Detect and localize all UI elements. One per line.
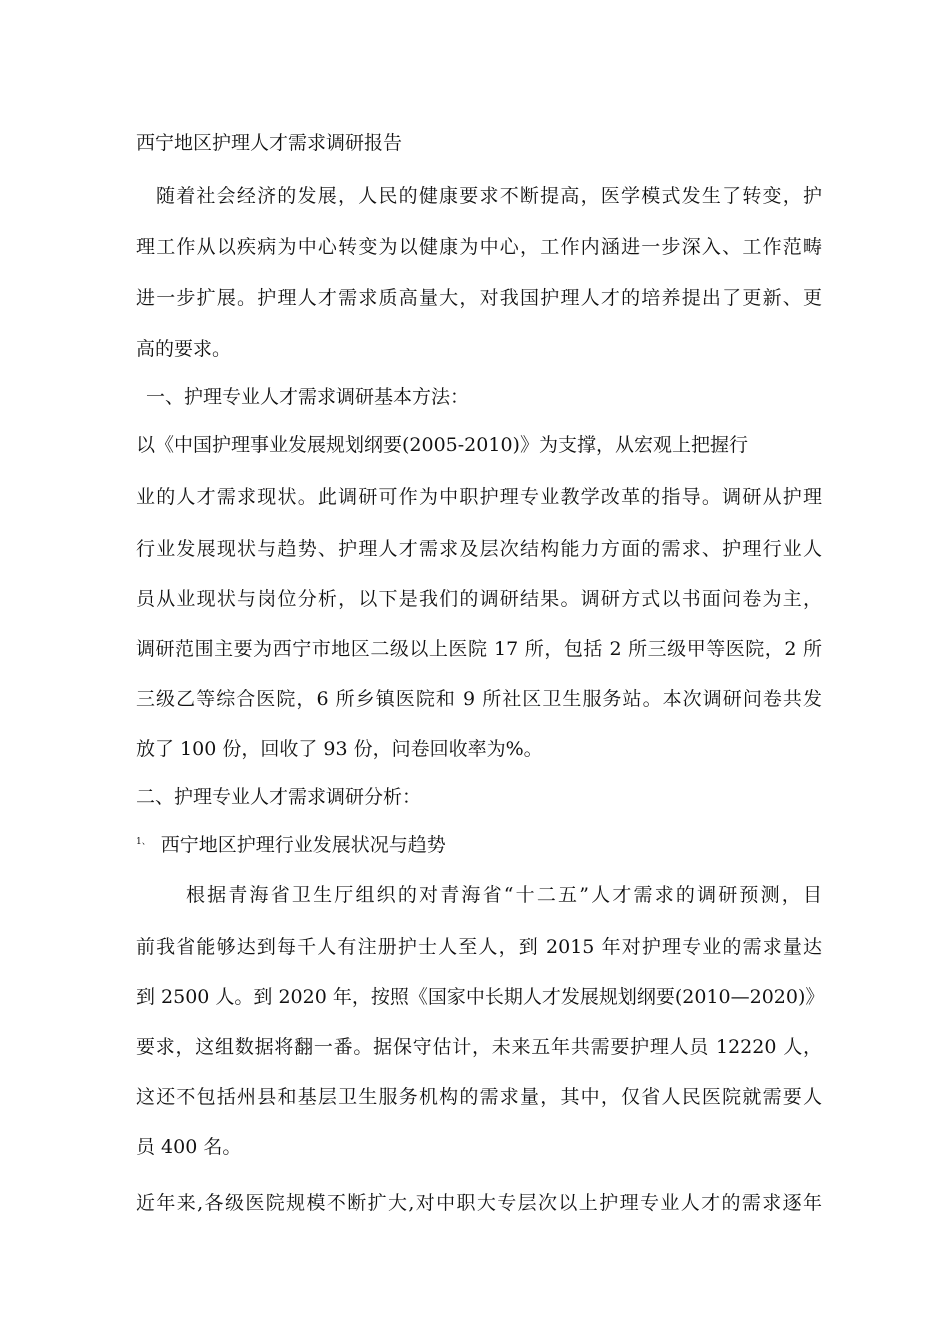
sub1-line-1: 根据青海省卫生厅组织的对青海省“十二五”人才需求的调研预测，目: [186, 884, 822, 906]
subsection1-number: 1、: [136, 837, 151, 847]
section2-heading: 二、护理专业人才需求调研分析：: [136, 786, 422, 808]
sub1-line-3: 到 2500 人。到 2020 年，按照《国家中长期人才发展规划纲要(2010—2020)》: [136, 986, 825, 1008]
section1-line-6: 三级乙等综合医院，6 所乡镇医院和 9 所社区卫生服务站。本次调研问卷共发: [136, 688, 822, 710]
sub1-line-6: 员 400 名。: [136, 1136, 242, 1158]
intro-line-2: 理工作从以疾病为中心转变为以健康为中心，工作内涵进一步深入、工作范畴: [136, 236, 822, 258]
intro-line-1: 随着社会经济的发展，人民的健康要求不断提高，医学模式发生了转变，护: [156, 185, 822, 207]
document-title: 西宁地区护理人才需求调研报告: [136, 132, 403, 154]
subsection1-heading: [136, 834, 446, 860]
intro-line-4: 高的要求。: [136, 338, 232, 360]
section1-line-3: 行业发展现状与趋势、护理人才需求及层次结构能力方面的需求、护理行业人: [136, 538, 822, 560]
sub1-line-5: 这还不包括州县和基层卫生服务机构的需求量，其中，仅省人民医院就需要人: [136, 1086, 822, 1108]
section1-heading: 一、护理专业人才需求调研基本方法：: [146, 386, 470, 408]
subsection1-title: 西宁地区护理行业发展状况与趋势: [160, 834, 446, 856]
section1-line-2: 业的人才需求现状。此调研可作为中职护理专业教学改革的指导。调研从护理: [136, 486, 822, 508]
section1-line-1: 以《中国护理事业发展规划纲要(2005-2010)》为支撑，从宏观上把握行: [136, 434, 748, 456]
intro-line-3: 进一步扩展。护理人才需求质高量大，对我国护理人才的培养提出了更新、更: [136, 287, 822, 309]
section1-line-5: 调研范围主要为西宁市地区二级以上医院 17 所，包括 2 所三级甲等医院，2 所: [136, 638, 822, 660]
sub1-line-2: 前我省能够达到每千人有注册护士人至人，到 2015 年对护理专业的需求量达: [136, 936, 822, 958]
section1-line-4: 员从业现状与岗位分析，以下是我们的调研结果。调研方式以书面问卷为主，: [136, 588, 822, 610]
section1-line-7: 放了 100 份，回收了 93 份，问卷回收率为%。: [136, 738, 543, 760]
last-para-line-1: 近年来,各级医院规模不断扩大,对中职大专层次以上护理专业人才的需求逐年: [136, 1192, 822, 1214]
sub1-line-4: 要求，这组数据将翻一番。据保守估计，未来五年共需要护理人员 12220 人，: [136, 1036, 822, 1058]
